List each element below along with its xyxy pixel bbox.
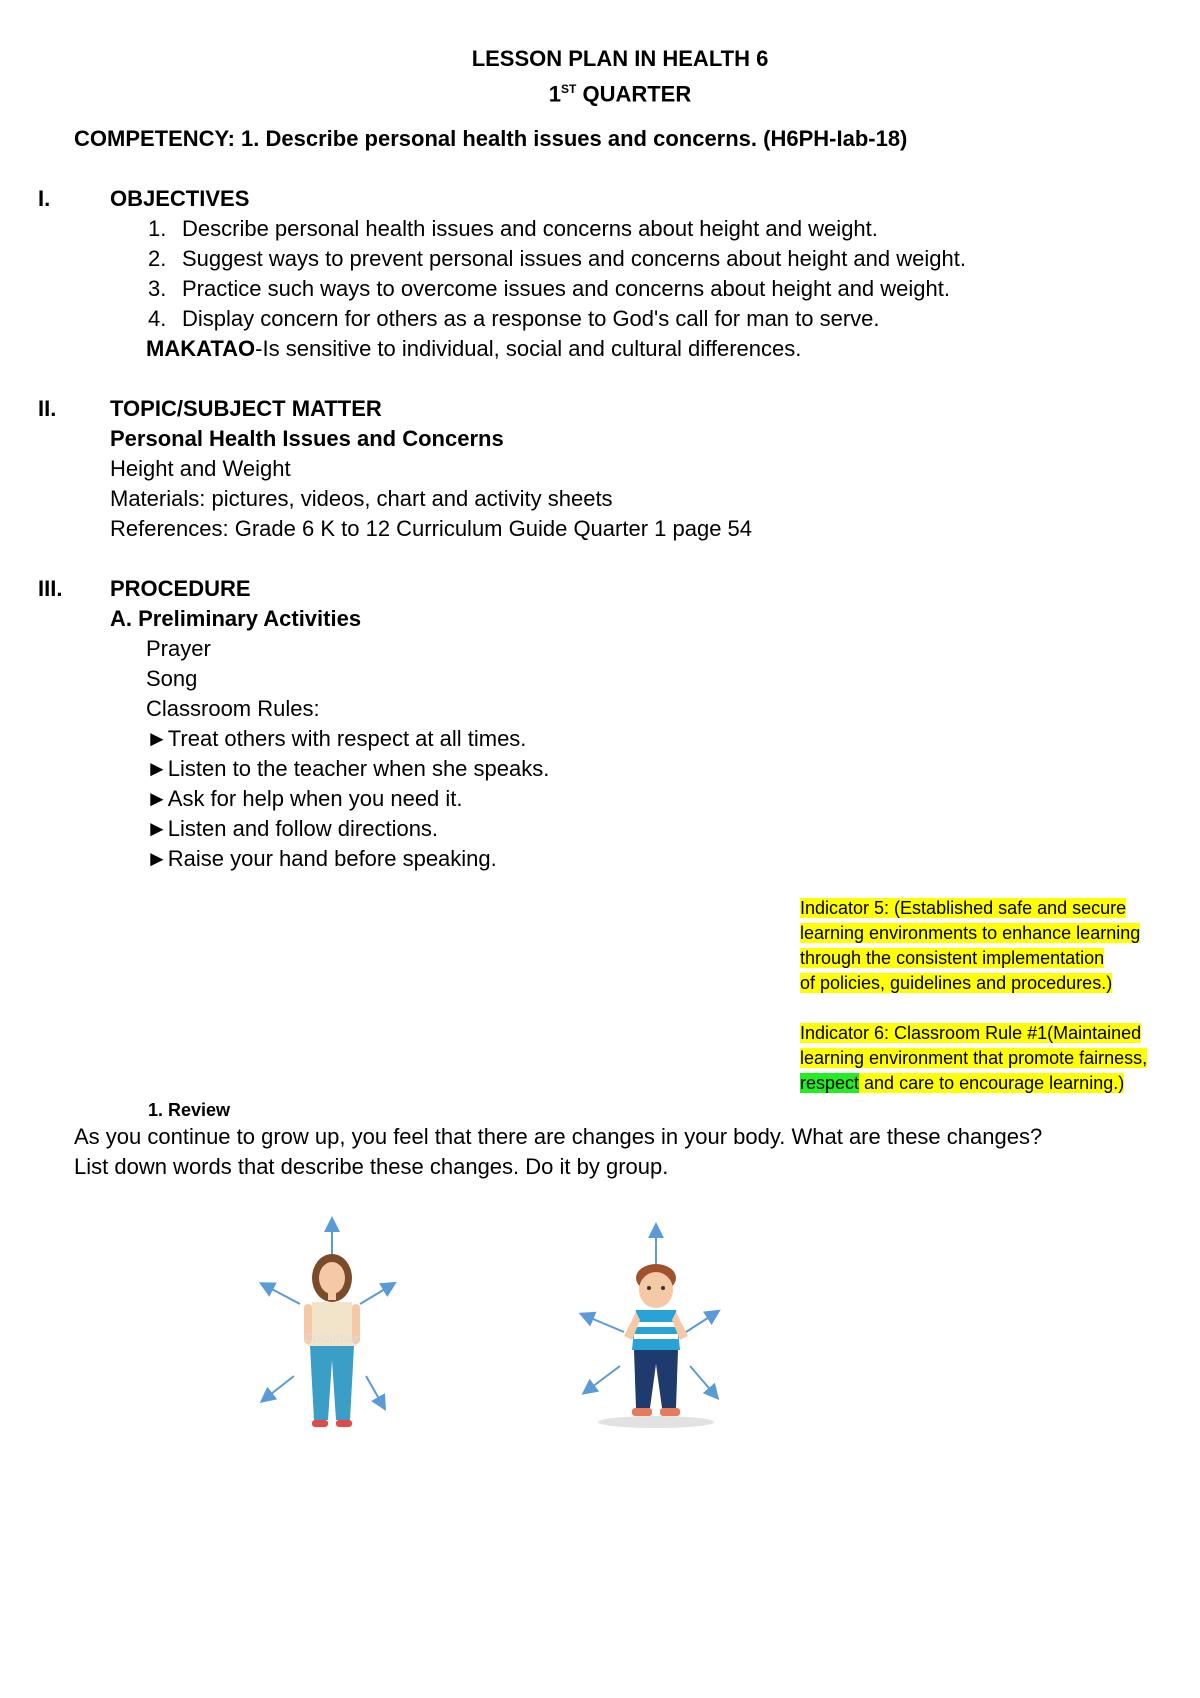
review-heading: 1. Review [148, 1100, 231, 1120]
topic-line: Height and Weight [110, 456, 291, 481]
references-line: References: Grade 6 K to 12 Curriculum Guide Quarter 1 page 54 [110, 516, 753, 541]
indicator-6-line: Indicator 6: Classroom Rule #1(Maintained [800, 1023, 1142, 1043]
respect-highlight: respect [800, 1073, 860, 1093]
activity-line: Song [146, 666, 198, 691]
objective-item: Display concern for others as a response to God's call for man to serve. [182, 306, 880, 331]
topic-subheading: Personal Health Issues and Concerns [110, 426, 504, 451]
topic-heading: TOPIC/SUBJECT MATTER [110, 396, 382, 421]
activity-line: Prayer [146, 636, 211, 661]
quarter-number: 1 [548, 81, 561, 107]
indicator-6-note [800, 1021, 1147, 1096]
makatao-label: MAKATAO [146, 336, 256, 361]
makatao-line [146, 334, 801, 364]
classroom-rule: ►Ask for help when you need it. [146, 786, 463, 811]
classroom-rule: ►Raise your hand before speaking. [146, 846, 497, 871]
review-text: As you continue to grow up, you feel that there are changes in your body. What are these changes? [74, 1124, 1043, 1149]
indicator-5-note [800, 896, 1140, 996]
materials-line: Materials: pictures, videos, chart and activity sheets [110, 486, 613, 511]
objective-item: Suggest ways to prevent personal issues and concerns about height and weight. [182, 246, 966, 271]
quarter-superscript: ST [561, 82, 577, 96]
indicator-5-line: Indicator 5: (Established safe and secure [800, 898, 1127, 918]
section-numeral-procedure: III. [38, 576, 63, 601]
objective-number: 4. [148, 306, 167, 331]
review-text: List down words that describe these changes. Do it by group. [74, 1154, 669, 1179]
activity-line: Classroom Rules: [146, 696, 320, 721]
indicator-6-line: and care to encourage learning.) [859, 1073, 1125, 1093]
makatao-text: -Is sensitive to individual, social and cultural differences. [255, 336, 802, 361]
objective-item: Practice such ways to overcome issues and concerns about height and weight. [182, 276, 950, 301]
classroom-rule: ►Treat others with respect at all times. [146, 726, 527, 751]
girl-illustration [260, 1220, 400, 1440]
watermark: Colourbox [304, 1331, 360, 1345]
quarter-word: QUARTER [582, 81, 692, 107]
procedure-heading: PROCEDURE [110, 576, 251, 601]
objectives-heading: OBJECTIVES [110, 186, 250, 211]
indicator-6-line: learning environment that promote fairness, [800, 1048, 1148, 1068]
objective-number: 2. [148, 246, 167, 271]
classroom-rule: ►Listen and follow directions. [146, 816, 439, 841]
objective-item: Describe personal health issues and concerns about height and weight. [182, 216, 878, 241]
objective-number: 3. [148, 276, 167, 301]
objective-number: 1. [148, 216, 167, 241]
indicator-5-line: of policies, guidelines and procedures.) [800, 973, 1113, 993]
indicator-5-line: through the consistent implementation [800, 948, 1105, 968]
quarter-heading [0, 74, 1200, 109]
classroom-rule: ►Listen to the teacher when she speaks. [146, 756, 550, 781]
document-title: LESSON PLAN IN HEALTH 6 [471, 46, 769, 71]
section-numeral-topic: II. [38, 396, 57, 421]
preliminary-activities-heading: A. Preliminary Activities [110, 606, 362, 631]
competency-line: COMPETENCY: 1. Describe personal health issues and concerns. (H6PH-Iab-18) [74, 126, 908, 151]
indicator-5-line: learning environments to enhance learning [800, 923, 1141, 943]
section-numeral-objectives: I. [38, 186, 51, 211]
boy-illustration [580, 1226, 750, 1446]
